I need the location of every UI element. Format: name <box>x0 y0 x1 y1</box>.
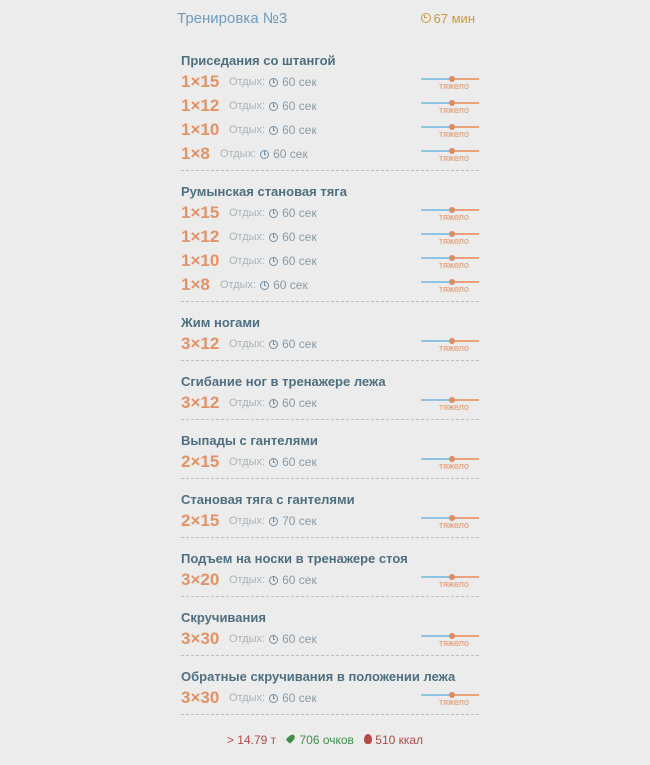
rest-value: 60 сек <box>273 278 308 292</box>
rest-value: 60 сек <box>282 123 317 137</box>
intensity-slider[interactable] <box>421 279 479 295</box>
set-row <box>181 70 479 94</box>
rest-value: 60 сек <box>282 632 317 646</box>
rest-value: 60 сек <box>282 206 317 220</box>
rest-label: Отдых: <box>220 279 257 291</box>
clock-icon <box>260 281 269 290</box>
fire-icon <box>364 734 372 744</box>
rest-label: Отдых: <box>229 692 266 704</box>
intensity-label: тяжело <box>438 260 470 270</box>
rest-value: 60 сек <box>282 75 317 89</box>
rest-label: Отдых: <box>229 633 266 645</box>
intensity-slider[interactable] <box>421 231 479 247</box>
slider-track-low <box>421 694 450 696</box>
exercise-name: Обратные скручивания в положении лежа <box>181 669 456 684</box>
exercise-name: Сгибание ног в тренажере лежа <box>181 374 386 389</box>
rest-label: Отдых: <box>229 100 266 112</box>
intensity-slider[interactable] <box>421 515 479 531</box>
set-row <box>181 249 479 273</box>
set-row <box>181 686 479 710</box>
rest-value: 60 сек <box>273 147 308 161</box>
set-row <box>181 142 479 166</box>
intensity-label: тяжело <box>438 343 470 353</box>
slider-track-low <box>421 150 450 152</box>
set-row <box>181 450 479 474</box>
set-row <box>181 332 479 356</box>
set-reps: 3×30 <box>181 629 220 648</box>
workout-header <box>177 6 475 30</box>
set-reps: 2×15 <box>181 511 220 530</box>
rest-value: 60 сек <box>282 337 317 351</box>
clock-icon <box>269 399 278 408</box>
intensity-label: тяжело <box>438 212 470 222</box>
clock-icon <box>269 102 278 111</box>
rest-value: 60 сек <box>282 455 317 469</box>
set-reps: 3×30 <box>181 688 220 707</box>
rest-label: Отдых: <box>229 456 266 468</box>
rest-label: Отдых: <box>229 255 266 267</box>
intensity-label: тяжело <box>438 129 470 139</box>
intensity-label: тяжело <box>438 236 470 246</box>
intensity-label: тяжело <box>438 461 470 471</box>
exercise-list <box>181 50 479 727</box>
set-reps: 3×20 <box>181 570 220 589</box>
set-reps: 3×12 <box>181 393 220 412</box>
intensity-slider[interactable] <box>421 76 479 92</box>
rest-label: Отдых: <box>229 76 266 88</box>
clock-icon <box>269 517 278 526</box>
rest-value: 60 сек <box>282 230 317 244</box>
set-reps: 2×15 <box>181 452 220 471</box>
exercise-block[interactable] <box>181 491 479 538</box>
set-row <box>181 94 479 118</box>
rest-value: 60 сек <box>282 573 317 587</box>
set-reps: 1×8 <box>181 275 210 294</box>
intensity-slider[interactable] <box>421 100 479 116</box>
exercise-name: Выпады с гантелями <box>181 433 318 448</box>
set-reps: 1×12 <box>181 96 220 115</box>
slider-track-low <box>421 458 450 460</box>
workout-duration <box>421 11 475 26</box>
clock-icon <box>269 458 278 467</box>
exercise-block[interactable] <box>181 314 479 361</box>
rest-value: 60 сек <box>282 254 317 268</box>
set-row <box>181 225 479 249</box>
slider-track-low <box>421 78 450 80</box>
clock-icon <box>269 126 278 135</box>
slider-track-low <box>421 233 450 235</box>
set-reps: 3×12 <box>181 334 220 353</box>
set-reps: 1×15 <box>181 72 220 91</box>
intensity-slider[interactable] <box>421 124 479 140</box>
set-row <box>181 391 479 415</box>
clock-icon <box>269 78 278 87</box>
workout-title: Тренировка №3 <box>177 9 288 27</box>
set-reps: 1×10 <box>181 120 220 139</box>
intensity-slider[interactable] <box>421 397 479 413</box>
exercise-block[interactable] <box>181 668 479 715</box>
exercise-block[interactable] <box>181 52 479 171</box>
set-row <box>181 201 479 225</box>
set-row <box>181 509 479 533</box>
slider-track-low <box>421 517 450 519</box>
slider-track-low <box>421 576 450 578</box>
exercise-block[interactable] <box>181 609 479 656</box>
rest-label: Отдых: <box>229 515 266 527</box>
rest-label: Отдых: <box>229 231 266 243</box>
exercise-name: Скручивания <box>181 610 266 625</box>
rocket-icon <box>286 734 296 744</box>
intensity-label: тяжело <box>438 638 470 648</box>
intensity-label: тяжело <box>438 81 470 91</box>
intensity-slider[interactable] <box>421 338 479 354</box>
points-value: 706 очков <box>299 733 354 747</box>
clock-icon <box>269 635 278 644</box>
slider-track-low <box>421 281 450 283</box>
intensity-label: тяжело <box>438 105 470 115</box>
calories-value: 510 ккал <box>375 733 424 747</box>
rest-value: 70 сек <box>282 514 317 528</box>
duration-value: 67 мин <box>433 10 475 26</box>
intensity-slider[interactable] <box>421 255 479 271</box>
slider-track-low <box>421 635 450 637</box>
exercise-name: Румынская становая тяга <box>181 184 347 199</box>
intensity-slider[interactable] <box>421 207 479 223</box>
intensity-label: тяжело <box>438 284 470 294</box>
slider-track-low <box>421 399 450 401</box>
slider-track-low <box>421 209 450 211</box>
exercise-block[interactable] <box>181 373 479 420</box>
rest-value: 60 сек <box>282 691 317 705</box>
intensity-label: тяжело <box>438 579 470 589</box>
rest-value: 60 сек <box>282 396 317 410</box>
clock-icon <box>269 576 278 585</box>
rest-label: Отдых: <box>229 574 266 586</box>
intensity-label: тяжело <box>438 697 470 707</box>
set-reps: 1×10 <box>181 251 220 270</box>
exercise-block[interactable] <box>181 183 479 302</box>
set-reps: 1×12 <box>181 227 220 246</box>
exercise-block[interactable] <box>181 432 479 479</box>
set-row <box>181 627 479 651</box>
clock-icon <box>269 209 278 218</box>
clock-icon <box>269 257 278 266</box>
exercise-block[interactable] <box>181 550 479 597</box>
set-row <box>181 273 479 297</box>
points-stat <box>286 733 354 747</box>
intensity-slider[interactable] <box>421 456 479 472</box>
set-reps: 1×8 <box>181 144 210 163</box>
clock-icon <box>269 694 278 703</box>
intensity-label: тяжело <box>438 520 470 530</box>
clock-icon <box>269 233 278 242</box>
rest-value: 60 сек <box>282 99 317 113</box>
intensity-slider[interactable] <box>421 692 479 708</box>
intensity-slider[interactable] <box>421 148 479 164</box>
workout-summary <box>0 733 650 747</box>
clock-icon <box>269 340 278 349</box>
rest-label: Отдых: <box>229 124 266 136</box>
rest-label: Отдых: <box>220 148 257 160</box>
intensity-slider[interactable] <box>421 633 479 649</box>
set-row <box>181 568 479 592</box>
exercise-name: Приседания со штангой <box>181 53 336 68</box>
calories-stat <box>364 733 423 747</box>
rest-label: Отдых: <box>229 338 266 350</box>
slider-track-low <box>421 126 450 128</box>
set-row <box>181 118 479 142</box>
clock-icon <box>421 13 431 23</box>
slider-track-low <box>421 340 450 342</box>
exercise-name: Становая тяга с гантелями <box>181 492 355 507</box>
intensity-slider[interactable] <box>421 574 479 590</box>
set-reps: 1×15 <box>181 203 220 222</box>
exercise-name: Подъем на носки в тренажере стоя <box>181 551 408 566</box>
rest-label: Отдых: <box>229 397 266 409</box>
intensity-label: тяжело <box>438 402 470 412</box>
slider-track-low <box>421 102 450 104</box>
clock-icon <box>260 150 269 159</box>
total-weight: > 14.79 т <box>226 733 277 747</box>
rest-label: Отдых: <box>229 207 266 219</box>
slider-track-low <box>421 257 450 259</box>
intensity-label: тяжело <box>438 153 470 163</box>
exercise-name: Жим ногами <box>181 315 261 330</box>
